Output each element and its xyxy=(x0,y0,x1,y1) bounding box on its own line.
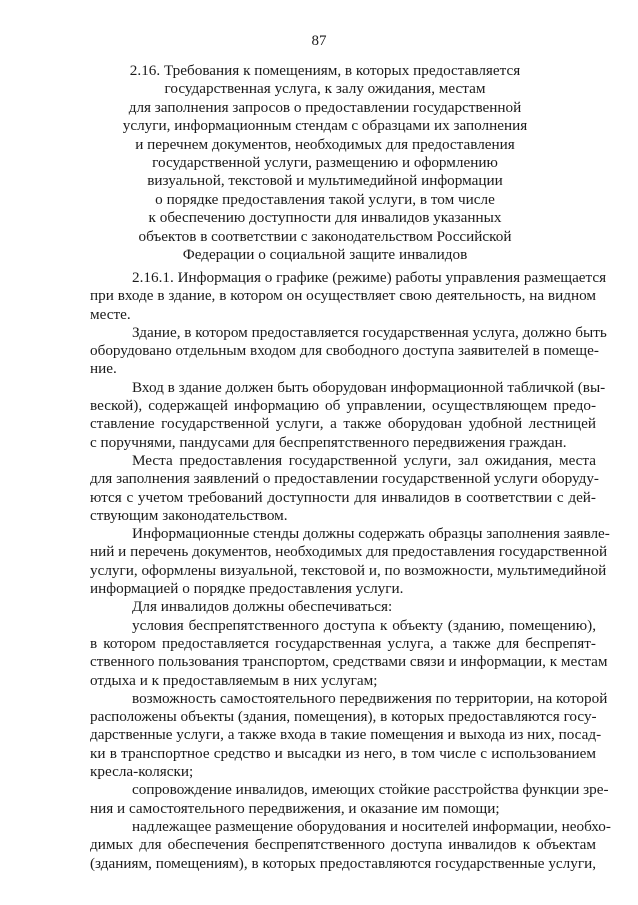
paragraph-line: ки в транспортное средство и высадки из него, в том числе с использованием xyxy=(90,744,596,762)
paragraph-line: веской), содержащей информацию об управлении, осуществляющем предо- xyxy=(90,397,596,415)
paragraph xyxy=(90,781,609,818)
paragraph xyxy=(90,598,596,616)
heading-line: государственная услуга, к залу ожидания, местам xyxy=(164,80,486,98)
paragraph-line: отдыха и к предоставляемым в них услугам; xyxy=(90,671,378,689)
paragraph-line: ствующим законодательством. xyxy=(90,506,288,524)
paragraph-line: ний и перечень документов, необходимых для предоставления государственной xyxy=(90,543,608,561)
paragraph-line: кресла-коляски; xyxy=(90,763,194,781)
paragraph-line: надлежащее размещение оборудования и носителей информации, необхо- xyxy=(132,817,611,835)
paragraph xyxy=(90,689,608,781)
paragraph-line: условия беспрепятственного доступа к объекту (зданию, помещению), xyxy=(132,616,596,634)
paragraph xyxy=(90,817,611,873)
heading-line: государственной услуги, размещению и оформлению xyxy=(152,154,498,172)
paragraph-line: ются с учетом требований доступности для инвалидов в соответствии с дей- xyxy=(90,488,596,506)
heading-line: к обеспечению доступности для инвалидов указанных xyxy=(148,209,502,227)
paragraph xyxy=(90,451,599,525)
heading-line: о порядке предоставления такой услуги, в том числе xyxy=(155,190,495,208)
paragraph-line: Вход в здание должен быть оборудован информационной табличкой (вы- xyxy=(132,378,606,396)
section-body xyxy=(90,269,611,873)
paragraph xyxy=(90,323,607,379)
paragraph-line: услуги, оформлены визуальной, текстовой и, по возможности, мультимедийной xyxy=(90,561,607,579)
paragraph-line: (зданиям, помещениям), в которых предоставляются государственные услуги, xyxy=(90,854,596,872)
paragraph-line: месте. xyxy=(90,305,131,323)
paragraph-line: ние. xyxy=(90,360,117,378)
paragraph xyxy=(90,378,606,452)
paragraph-line: в котором предоставляется государственная услуга, а также для беспрепят- xyxy=(90,634,596,652)
heading-line: Федерации о социальной защите инвалидов xyxy=(182,246,468,264)
heading-line: услуги, информационным стендам с образцами их заполнения xyxy=(122,117,528,135)
heading-line: 2.16. Требования к помещениям, в которых предоставляется xyxy=(129,62,521,79)
paragraph-line: для заполнения заявлений о предоставлении государственной услуги оборуду- xyxy=(90,470,599,488)
heading-line: объектов в соответствии с законодательством Российской xyxy=(138,227,512,245)
paragraph-line: 2.16.1. Информация о графике (режиме) работы управления размещается xyxy=(132,269,607,286)
paragraph-line: с поручнями, пандусами для беспрепятственного передвижения граждан. xyxy=(90,433,567,451)
paragraph-line: ственного пользования транспортом, средствами связи и информации, к местам xyxy=(90,653,608,671)
paragraph-line: ставление государственной услуги, а также оборудован удобной лестницей xyxy=(90,415,596,433)
paragraph-line: сопровождение инвалидов, имеющих стойкие расстройства функции зре- xyxy=(132,781,609,799)
paragraph xyxy=(90,616,608,690)
paragraph xyxy=(90,525,610,598)
paragraph-line: возможность самостоятельного передвижения по территории, на которой xyxy=(132,689,608,707)
paragraph-line: оборудовано отдельным входом для свободного доступа заявителей в помеще- xyxy=(90,342,599,360)
paragraph-line: Здание, в котором предоставляется государственная услуга, должно быть xyxy=(132,323,607,341)
paragraph-line: при входе в здание, в котором он осуществляет свою деятельность, на видном xyxy=(90,287,596,305)
page-number: 87 xyxy=(311,33,327,49)
paragraph-line: Места предоставления государственной услуги, зал ожидания, места xyxy=(132,451,596,469)
paragraph-line: информацией о порядке предоставления услуги. xyxy=(90,580,404,598)
paragraph-line: ния и самостоятельного передвижения, и оказание им помощи; xyxy=(90,799,500,817)
paragraph xyxy=(90,269,607,324)
paragraph-line: дарственные услуги, а также входа в такие помещения и выхода из них, посад- xyxy=(90,726,602,744)
paragraph-line: Информационные стенды должны содержать образцы заполнения заявле- xyxy=(132,525,610,543)
paragraph-line: димых для обеспечения беспрепятственного доступа инвалидов к объектам xyxy=(90,836,596,854)
heading-line: и перечнем документов, необходимых для предоставления xyxy=(135,135,515,153)
paragraph-line: Для инвалидов должны обеспечиваться: xyxy=(132,598,393,616)
heading-line: для заполнения запросов о предоставлении государственной xyxy=(128,98,522,116)
heading-line: визуальной, текстовой и мультимедийной информации xyxy=(147,172,503,190)
section-heading xyxy=(90,62,560,264)
paragraph-line: расположены объекты (здания, помещения), в которых предоставляются госу- xyxy=(90,708,597,726)
